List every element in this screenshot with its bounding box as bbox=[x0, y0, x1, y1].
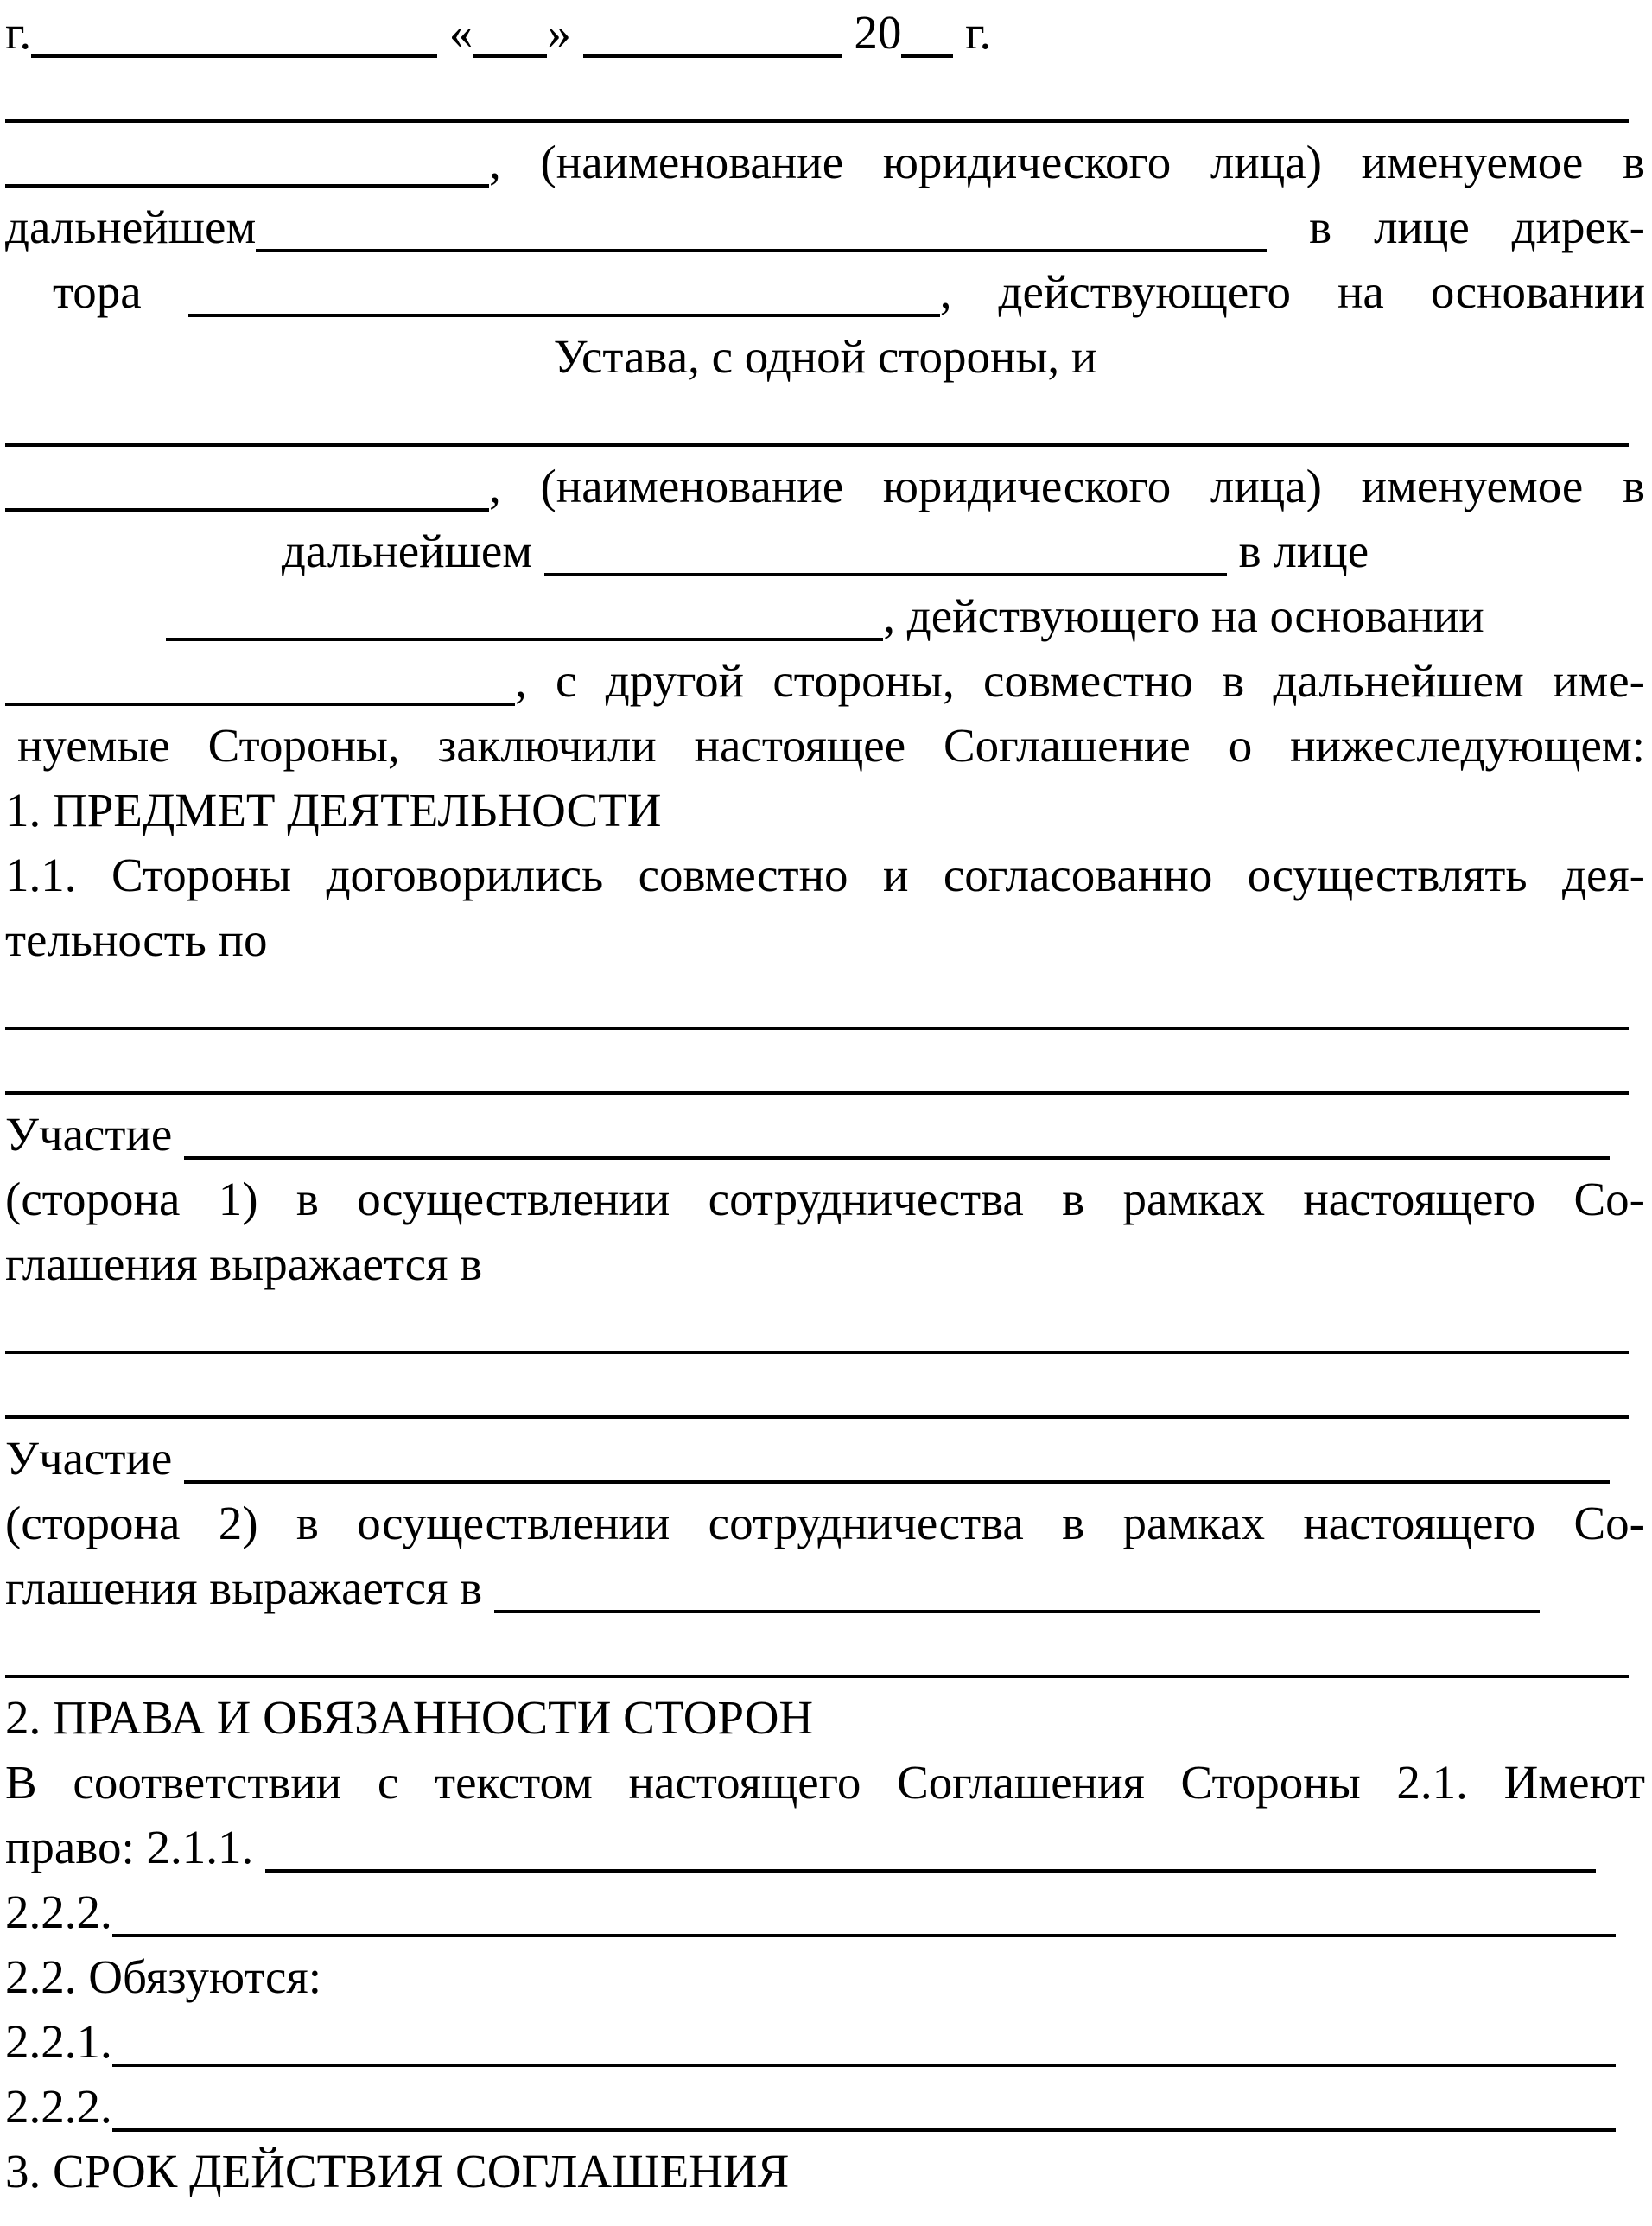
party1-shortname-blank bbox=[5, 182, 489, 188]
side1-clause-text: (сторона 1) в осуществлении сотрудничества в рамках настоящего Со- bbox=[5, 1173, 1645, 1225]
side1-blank-line-1 bbox=[5, 1296, 1645, 1361]
blank-line bbox=[5, 1349, 1629, 1354]
party2-name-note: , (наименование юридического лица) именуемое в bbox=[489, 460, 1645, 512]
party1-director-cont: тора bbox=[53, 265, 142, 318]
day-quote-close: » bbox=[547, 6, 571, 59]
party1-director-name-blank bbox=[188, 312, 940, 317]
participation-label: Участие bbox=[5, 1108, 173, 1161]
clause-1-1-line bbox=[5, 843, 1645, 907]
party2-hereinafter-label: дальнейшем bbox=[281, 525, 533, 577]
year-suffix: г. bbox=[965, 6, 992, 59]
party1-hereinafter-label: дальнейшем bbox=[5, 200, 257, 253]
activity-blank-line-2 bbox=[5, 1037, 1645, 1102]
side2-clause-line bbox=[5, 1491, 1645, 1555]
participation-side2-blank bbox=[184, 1479, 1610, 1484]
clause-1-1-cont-text: тельность по bbox=[5, 913, 268, 966]
section2-heading-text: 2. ПРАВА И ОБЯЗАННОСТИ СТОРОН bbox=[5, 1691, 814, 1744]
party1-director-line bbox=[5, 259, 1645, 324]
item-2-2-1-line bbox=[5, 2009, 1645, 2074]
section1-heading bbox=[5, 778, 1645, 843]
party1-name-note-line bbox=[5, 130, 1645, 194]
party2-acting-line bbox=[5, 583, 1645, 648]
activity-blank-line-1 bbox=[5, 972, 1645, 1037]
item-2-2-2-line-b bbox=[5, 2074, 1645, 2139]
party1-in-person-director: в лице дирек- bbox=[1309, 200, 1645, 253]
party1-hereinafter-line bbox=[5, 194, 1645, 259]
party2-representative-blank bbox=[166, 636, 883, 641]
participation-side1-blank bbox=[184, 1154, 1610, 1160]
expressed-in-text: глашения выражается в bbox=[5, 1561, 483, 1614]
participation-side2-line bbox=[5, 1426, 1645, 1491]
year-prefix: 20 bbox=[854, 6, 902, 59]
named-parties-line bbox=[5, 713, 1645, 778]
clause-1-1-cont-line bbox=[5, 907, 1645, 972]
blank-line bbox=[5, 118, 1629, 123]
item-2-2-1-blank bbox=[112, 2062, 1616, 2067]
side2-blank-line bbox=[5, 1620, 1645, 1685]
party2-name-blank-line bbox=[5, 389, 1645, 454]
party2-other-side-line bbox=[5, 648, 1645, 713]
party2-in-person: в лице bbox=[1238, 525, 1369, 577]
side1-clause-line bbox=[5, 1167, 1645, 1231]
item-2-2-2-line-a bbox=[5, 1879, 1645, 1944]
section3-heading bbox=[5, 2139, 1645, 2204]
party1-charter-side-one: Устава, с одной стороны, и bbox=[553, 330, 1097, 383]
party2-hereinafter-line bbox=[5, 518, 1645, 583]
item-2-2-2-blank-b bbox=[112, 2127, 1616, 2132]
obligations-line bbox=[5, 1944, 1645, 2009]
obligations-label: 2.2. Обязуются: bbox=[5, 1950, 322, 2003]
clause-1-1-text: 1.1. Стороны договорились совместно и согласованно осуществлять дея- bbox=[5, 849, 1645, 901]
blank-line bbox=[5, 1414, 1629, 1419]
party2-acting-on-basis: , действующего на основании bbox=[883, 589, 1484, 642]
side2-expressed-blank bbox=[494, 1608, 1540, 1613]
blank-line bbox=[5, 1673, 1629, 1678]
day-blank bbox=[473, 53, 547, 58]
side1-blank-line-2 bbox=[5, 1361, 1645, 1426]
section3-heading-text: 3. СРОК ДЕЙСТВИЯ СОГЛАШЕНИЯ bbox=[5, 2145, 790, 2197]
party2-shortname-blank bbox=[5, 506, 489, 512]
party2-basis-blank bbox=[5, 701, 515, 706]
date-line bbox=[5, 0, 1645, 65]
expressed-in-text: глашения выражается в bbox=[5, 1237, 483, 1290]
party1-hereinafter-blank bbox=[256, 247, 1267, 252]
participation-label: Участие bbox=[5, 1432, 173, 1485]
party1-name-note: , (наименование юридического лица) именуемое в bbox=[489, 136, 1645, 188]
day-quote-open: « bbox=[448, 6, 473, 59]
item-2-2-2-label: 2.2.2. bbox=[5, 1886, 112, 1938]
section2-heading bbox=[5, 1685, 1645, 1750]
rights-2-1-1-blank bbox=[265, 1867, 1596, 1873]
side2-clause-text: (сторона 2) в осуществлении сотрудничества в рамках настоящего Со- bbox=[5, 1497, 1645, 1549]
city-prefix: г. bbox=[5, 6, 32, 59]
party2-hereinafter-blank bbox=[544, 571, 1227, 576]
month-blank bbox=[583, 53, 842, 58]
city-blank bbox=[31, 53, 437, 58]
item-2-2-2-label: 2.2.2. bbox=[5, 2080, 112, 2133]
blank-line bbox=[5, 442, 1629, 447]
rights-2-1-1-line bbox=[5, 1815, 1645, 1879]
side1-expressed-line bbox=[5, 1231, 1645, 1296]
party1-acting-on-basis: , действующего на основании bbox=[939, 265, 1645, 318]
party2-name-note-line bbox=[5, 454, 1645, 518]
section2-intro-line bbox=[5, 1750, 1645, 1815]
item-2-2-1-label: 2.2.1. bbox=[5, 2015, 112, 2068]
rights-label: право: 2.1.1. bbox=[5, 1821, 254, 1873]
side2-expressed-line bbox=[5, 1555, 1645, 1620]
party1-charter-line bbox=[5, 324, 1645, 389]
section2-intro-text: В соответствии с текстом настоящего Соглашения Стороны 2.1. Имеют bbox=[5, 1756, 1645, 1809]
section1-heading-text: 1. ПРЕДМЕТ ДЕЯТЕЛЬНОСТИ bbox=[5, 784, 662, 836]
participation-side1-line bbox=[5, 1102, 1645, 1167]
named-parties-text: нуемые Стороны, заключили настоящее Соглашение о нижеследующем: bbox=[17, 719, 1645, 772]
party1-name-blank-line bbox=[5, 65, 1645, 130]
year-blank bbox=[901, 53, 953, 58]
party2-other-side: , с другой стороны, совместно в дальнейшем име- bbox=[515, 654, 1645, 707]
blank-line bbox=[5, 1025, 1629, 1030]
blank-line bbox=[5, 1090, 1629, 1095]
item-2-2-2-blank-a bbox=[112, 1932, 1616, 1937]
